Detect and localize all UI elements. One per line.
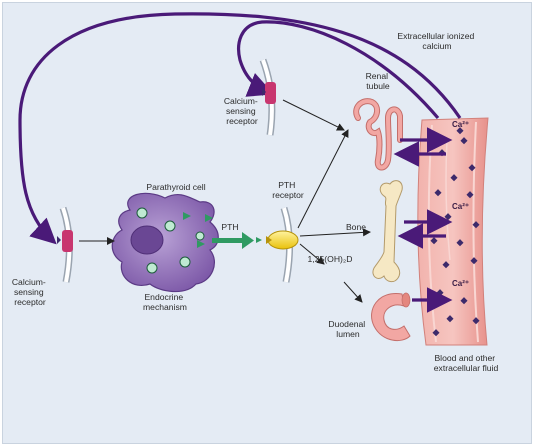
endocrine-mechanism-label: Endocrine mechanism xyxy=(143,292,187,312)
extracellular-calcium-label: Extracellular ionized calcium xyxy=(397,31,475,51)
top-calcium-sensing-receptor xyxy=(262,60,276,135)
pth-receptor-label: PTH receptor xyxy=(272,180,304,200)
pth-label: PTH xyxy=(221,222,239,232)
left-calcium-sensing-receptor xyxy=(57,208,73,282)
ca-label-top: Ca²⁺ xyxy=(452,120,470,129)
left-receptor-label: Calcium- sensing receptor xyxy=(11,277,46,307)
duodenal-lumen-label: Duodenal lumen xyxy=(328,319,366,339)
renal-tubule xyxy=(356,101,400,167)
blood-vessel xyxy=(418,118,488,345)
bone xyxy=(373,181,402,282)
ca-label-bottom: Ca²⁺ xyxy=(452,279,470,288)
pth-secretion-arrow xyxy=(212,232,262,249)
pth-receptor xyxy=(266,208,298,282)
top-receptor-label: Calcium- sensing receptor xyxy=(223,96,258,126)
parathyroid-cell-label: Parathyroid cell xyxy=(146,182,206,192)
renal-tubule-label: Renal tubule xyxy=(365,71,390,91)
bone-label: Bone xyxy=(345,222,367,232)
blood-fluid-label: Blood and other extracellular fluid xyxy=(433,353,499,373)
duodenum xyxy=(372,293,410,341)
parathyroid-cell xyxy=(112,193,218,291)
vitamin-d-label: 1,25(OH)₂D xyxy=(307,254,353,264)
ca-label-middle: Ca²⁺ xyxy=(452,202,470,211)
